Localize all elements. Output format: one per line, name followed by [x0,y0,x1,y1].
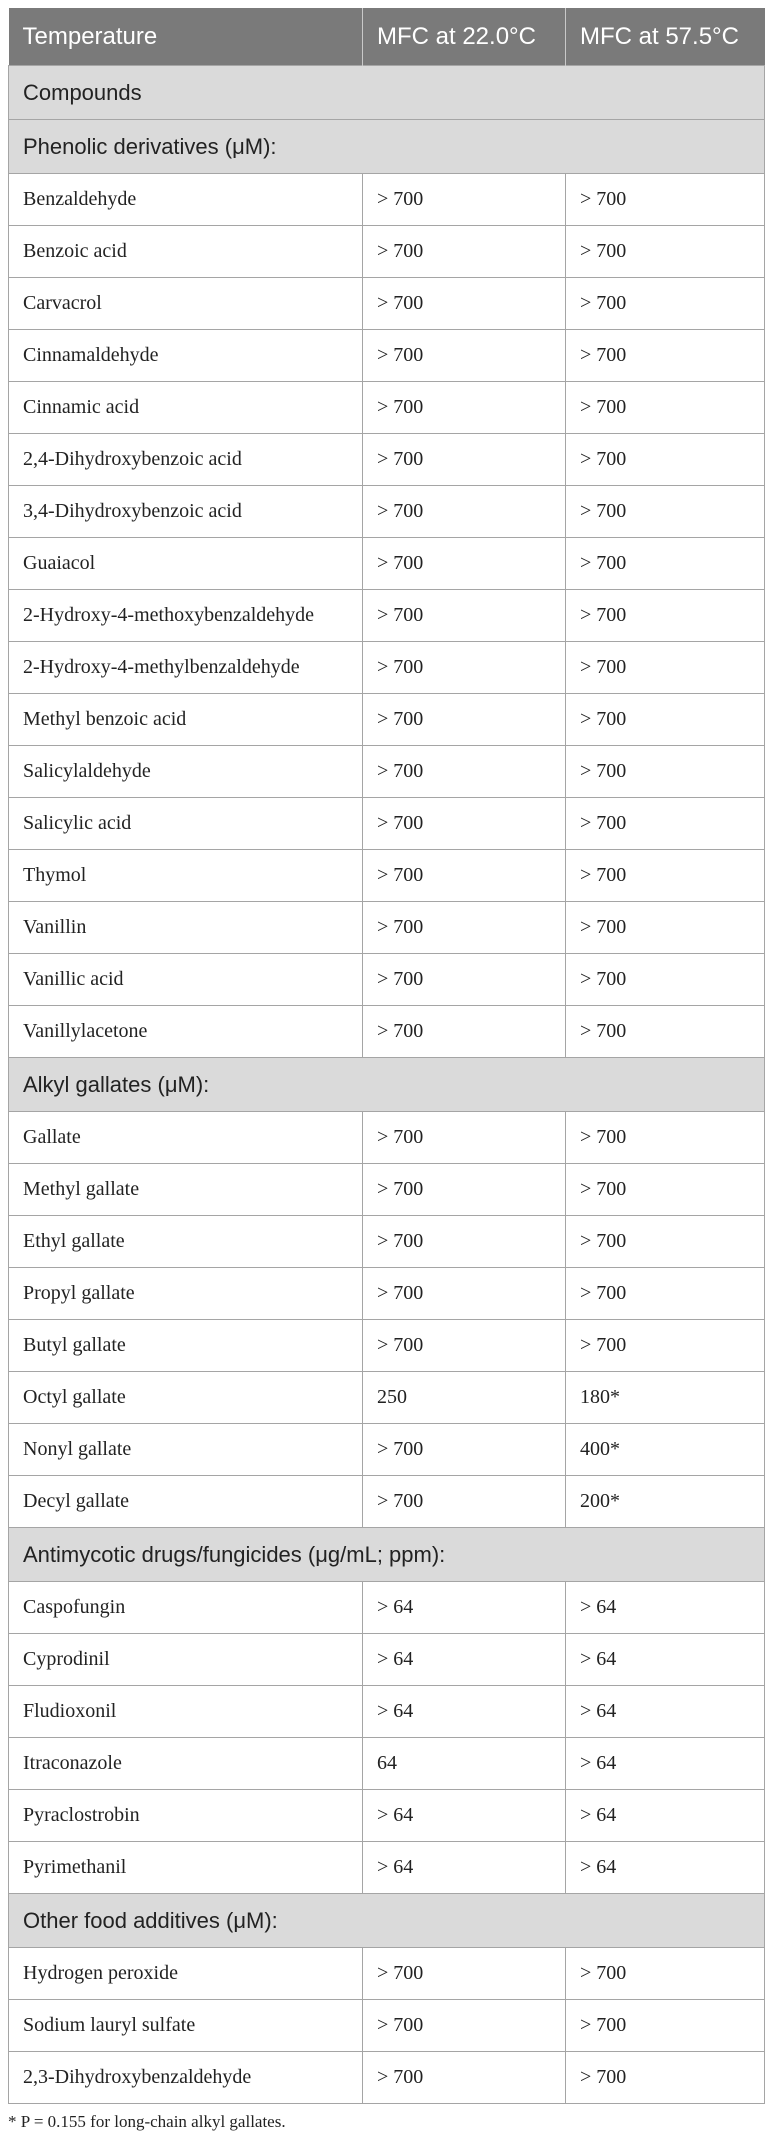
mfc-57-cell: > 700 [566,278,765,330]
mfc-57-cell: > 700 [566,1006,765,1058]
compound-name-cell: Salicylaldehyde [9,746,363,798]
mfc-57-cell: 180* [566,1372,765,1424]
mfc-22-cell: > 700 [363,902,566,954]
table-header-row [9,8,765,66]
compound-name-cell: Hydrogen peroxide [9,1948,363,2000]
mfc-22-cell: > 700 [363,798,566,850]
table-row [9,798,765,850]
table-row [9,1738,765,1790]
compound-name-cell: Nonyl gallate [9,1424,363,1476]
compound-name-cell: Caspofungin [9,1582,363,1634]
table-row [9,1842,765,1894]
mfc-22-cell: > 64 [363,1842,566,1894]
table-row [9,1006,765,1058]
section-row [9,1528,765,1582]
table-row [9,1164,765,1216]
table-row [9,1216,765,1268]
section-title: Compounds [9,66,765,120]
compound-name-cell: Sodium lauryl sulfate [9,2000,363,2052]
mfc-22-cell: > 700 [363,278,566,330]
compound-name-cell: Vanillylacetone [9,1006,363,1058]
mfc-57-cell: > 700 [566,1164,765,1216]
compound-name-cell: 2,3-Dihydroxybenzaldehyde [9,2052,363,2104]
table-row [9,174,765,226]
mfc-57-cell: > 64 [566,1738,765,1790]
mfc-22-cell: > 700 [363,226,566,278]
compound-name-cell: Fludioxonil [9,1686,363,1738]
mfc-22-cell: > 700 [363,850,566,902]
table-footnote: * P = 0.155 for long-chain alkyl gallates. [8,2112,286,2131]
section-title: Alkyl gallates (μM): [9,1058,765,1112]
compound-name-cell: Pyraclostrobin [9,1790,363,1842]
mfc-57-cell: > 700 [566,1320,765,1372]
mfc-57-cell: > 700 [566,1948,765,2000]
mfc-22-cell: 250 [363,1372,566,1424]
compound-name-cell: Propyl gallate [9,1268,363,1320]
mfc-57-cell: > 64 [566,1582,765,1634]
mfc-57-cell: > 700 [566,1268,765,1320]
table-row [9,1424,765,1476]
compound-name-cell: Cinnamic acid [9,382,363,434]
mfc-22-cell: > 700 [363,2000,566,2052]
mfc-57-cell: > 700 [566,850,765,902]
compound-name-cell: Benzoic acid [9,226,363,278]
table-row [9,590,765,642]
mfc-57-cell: > 700 [566,1216,765,1268]
table-row [9,486,765,538]
mfc-57-cell: > 64 [566,1634,765,1686]
mfc-57-cell: > 700 [566,642,765,694]
mfc-22-cell: > 64 [363,1582,566,1634]
mfc-22-cell: > 700 [363,1948,566,2000]
table-row [9,954,765,1006]
mfc-57-cell: > 700 [566,1112,765,1164]
mfc-22-cell: > 700 [363,382,566,434]
compound-name-cell: Cinnamaldehyde [9,330,363,382]
mfc-57-cell: > 700 [566,590,765,642]
compound-name-cell: Vanillic acid [9,954,363,1006]
mfc-57-cell: > 700 [566,2052,765,2104]
mfc-57-cell: > 64 [566,1790,765,1842]
mfc-table [8,8,765,2104]
mfc-22-cell: > 700 [363,330,566,382]
mfc-22-cell: > 700 [363,694,566,746]
mfc-22-cell: > 700 [363,1476,566,1528]
mfc-57-cell: > 700 [566,174,765,226]
compound-name-cell: Methyl benzoic acid [9,694,363,746]
compound-name-cell: Decyl gallate [9,1476,363,1528]
mfc-22-cell: > 700 [363,538,566,590]
mfc-57-cell: > 64 [566,1686,765,1738]
compound-name-cell: Itraconazole [9,1738,363,1790]
table-row [9,694,765,746]
mfc-22-cell: > 700 [363,1424,566,1476]
section-row [9,1894,765,1948]
mfc-57-cell: > 700 [566,694,765,746]
section-title: Other food additives (μM): [9,1894,765,1948]
table-row [9,1320,765,1372]
compound-name-cell: 2-Hydroxy-4-methylbenzaldehyde [9,642,363,694]
mfc-57-cell: > 700 [566,382,765,434]
table-row [9,1790,765,1842]
header-mfc-57: MFC at 57.5°C [566,8,765,66]
compound-name-cell: 2,4-Dihydroxybenzoic acid [9,434,363,486]
table-row [9,642,765,694]
mfc-22-cell: > 700 [363,1006,566,1058]
compound-name-cell: Guaiacol [9,538,363,590]
table-row [9,1686,765,1738]
compound-name-cell: Salicylic acid [9,798,363,850]
mfc-22-cell: 64 [363,1738,566,1790]
table-row [9,2052,765,2104]
table-row [9,1582,765,1634]
compound-name-cell: Cyprodinil [9,1634,363,1686]
section-row [9,1058,765,1112]
table-row [9,278,765,330]
table-row [9,1268,765,1320]
mfc-57-cell: > 700 [566,226,765,278]
section-row [9,66,765,120]
header-mfc-22: MFC at 22.0°C [363,8,566,66]
mfc-57-cell: > 64 [566,1842,765,1894]
mfc-57-cell: > 700 [566,902,765,954]
table-row [9,382,765,434]
table-row [9,1634,765,1686]
table-body [9,66,765,2104]
mfc-57-cell: > 700 [566,798,765,850]
compound-name-cell: 3,4-Dihydroxybenzoic acid [9,486,363,538]
compound-name-cell: Methyl gallate [9,1164,363,1216]
mfc-22-cell: > 700 [363,1112,566,1164]
mfc-22-cell: > 700 [363,590,566,642]
table-row [9,226,765,278]
mfc-22-cell: > 700 [363,954,566,1006]
mfc-22-cell: > 64 [363,1790,566,1842]
mfc-22-cell: > 64 [363,1634,566,1686]
table-row [9,330,765,382]
mfc-22-cell: > 700 [363,1268,566,1320]
compound-name-cell: Pyrimethanil [9,1842,363,1894]
mfc-57-cell: 400* [566,1424,765,1476]
table-row [9,1476,765,1528]
table-row [9,746,765,798]
table-row [9,1112,765,1164]
mfc-57-cell: 200* [566,1476,765,1528]
table-row [9,538,765,590]
mfc-57-cell: > 700 [566,746,765,798]
mfc-57-cell: > 700 [566,486,765,538]
mfc-22-cell: > 700 [363,1164,566,1216]
compound-name-cell: Butyl gallate [9,1320,363,1372]
compound-name-cell: Vanillin [9,902,363,954]
mfc-22-cell: > 700 [363,746,566,798]
compound-name-cell: Thymol [9,850,363,902]
compound-name-cell: Benzaldehyde [9,174,363,226]
mfc-57-cell: > 700 [566,954,765,1006]
mfc-22-cell: > 700 [363,174,566,226]
header-temperature: Temperature [9,8,363,66]
section-title: Phenolic derivatives (μM): [9,120,765,174]
mfc-22-cell: > 700 [363,1216,566,1268]
table-row [9,1948,765,2000]
mfc-57-cell: > 700 [566,538,765,590]
mfc-22-cell: > 700 [363,642,566,694]
table-row [9,434,765,486]
mfc-22-cell: > 700 [363,1320,566,1372]
mfc-22-cell: > 700 [363,486,566,538]
mfc-22-cell: > 64 [363,1686,566,1738]
section-title: Antimycotic drugs/fungicides (μg/mL; ppm): [9,1528,765,1582]
mfc-22-cell: > 700 [363,2052,566,2104]
table-row [9,902,765,954]
compound-name-cell: 2-Hydroxy-4-methoxybenzaldehyde [9,590,363,642]
table-row [9,850,765,902]
compound-name-cell: Gallate [9,1112,363,1164]
table-row [9,2000,765,2052]
compound-name-cell: Octyl gallate [9,1372,363,1424]
section-row [9,120,765,174]
compound-name-cell: Ethyl gallate [9,1216,363,1268]
compound-name-cell: Carvacrol [9,278,363,330]
mfc-57-cell: > 700 [566,330,765,382]
mfc-57-cell: > 700 [566,2000,765,2052]
table-row [9,1372,765,1424]
mfc-57-cell: > 700 [566,434,765,486]
mfc-22-cell: > 700 [363,434,566,486]
